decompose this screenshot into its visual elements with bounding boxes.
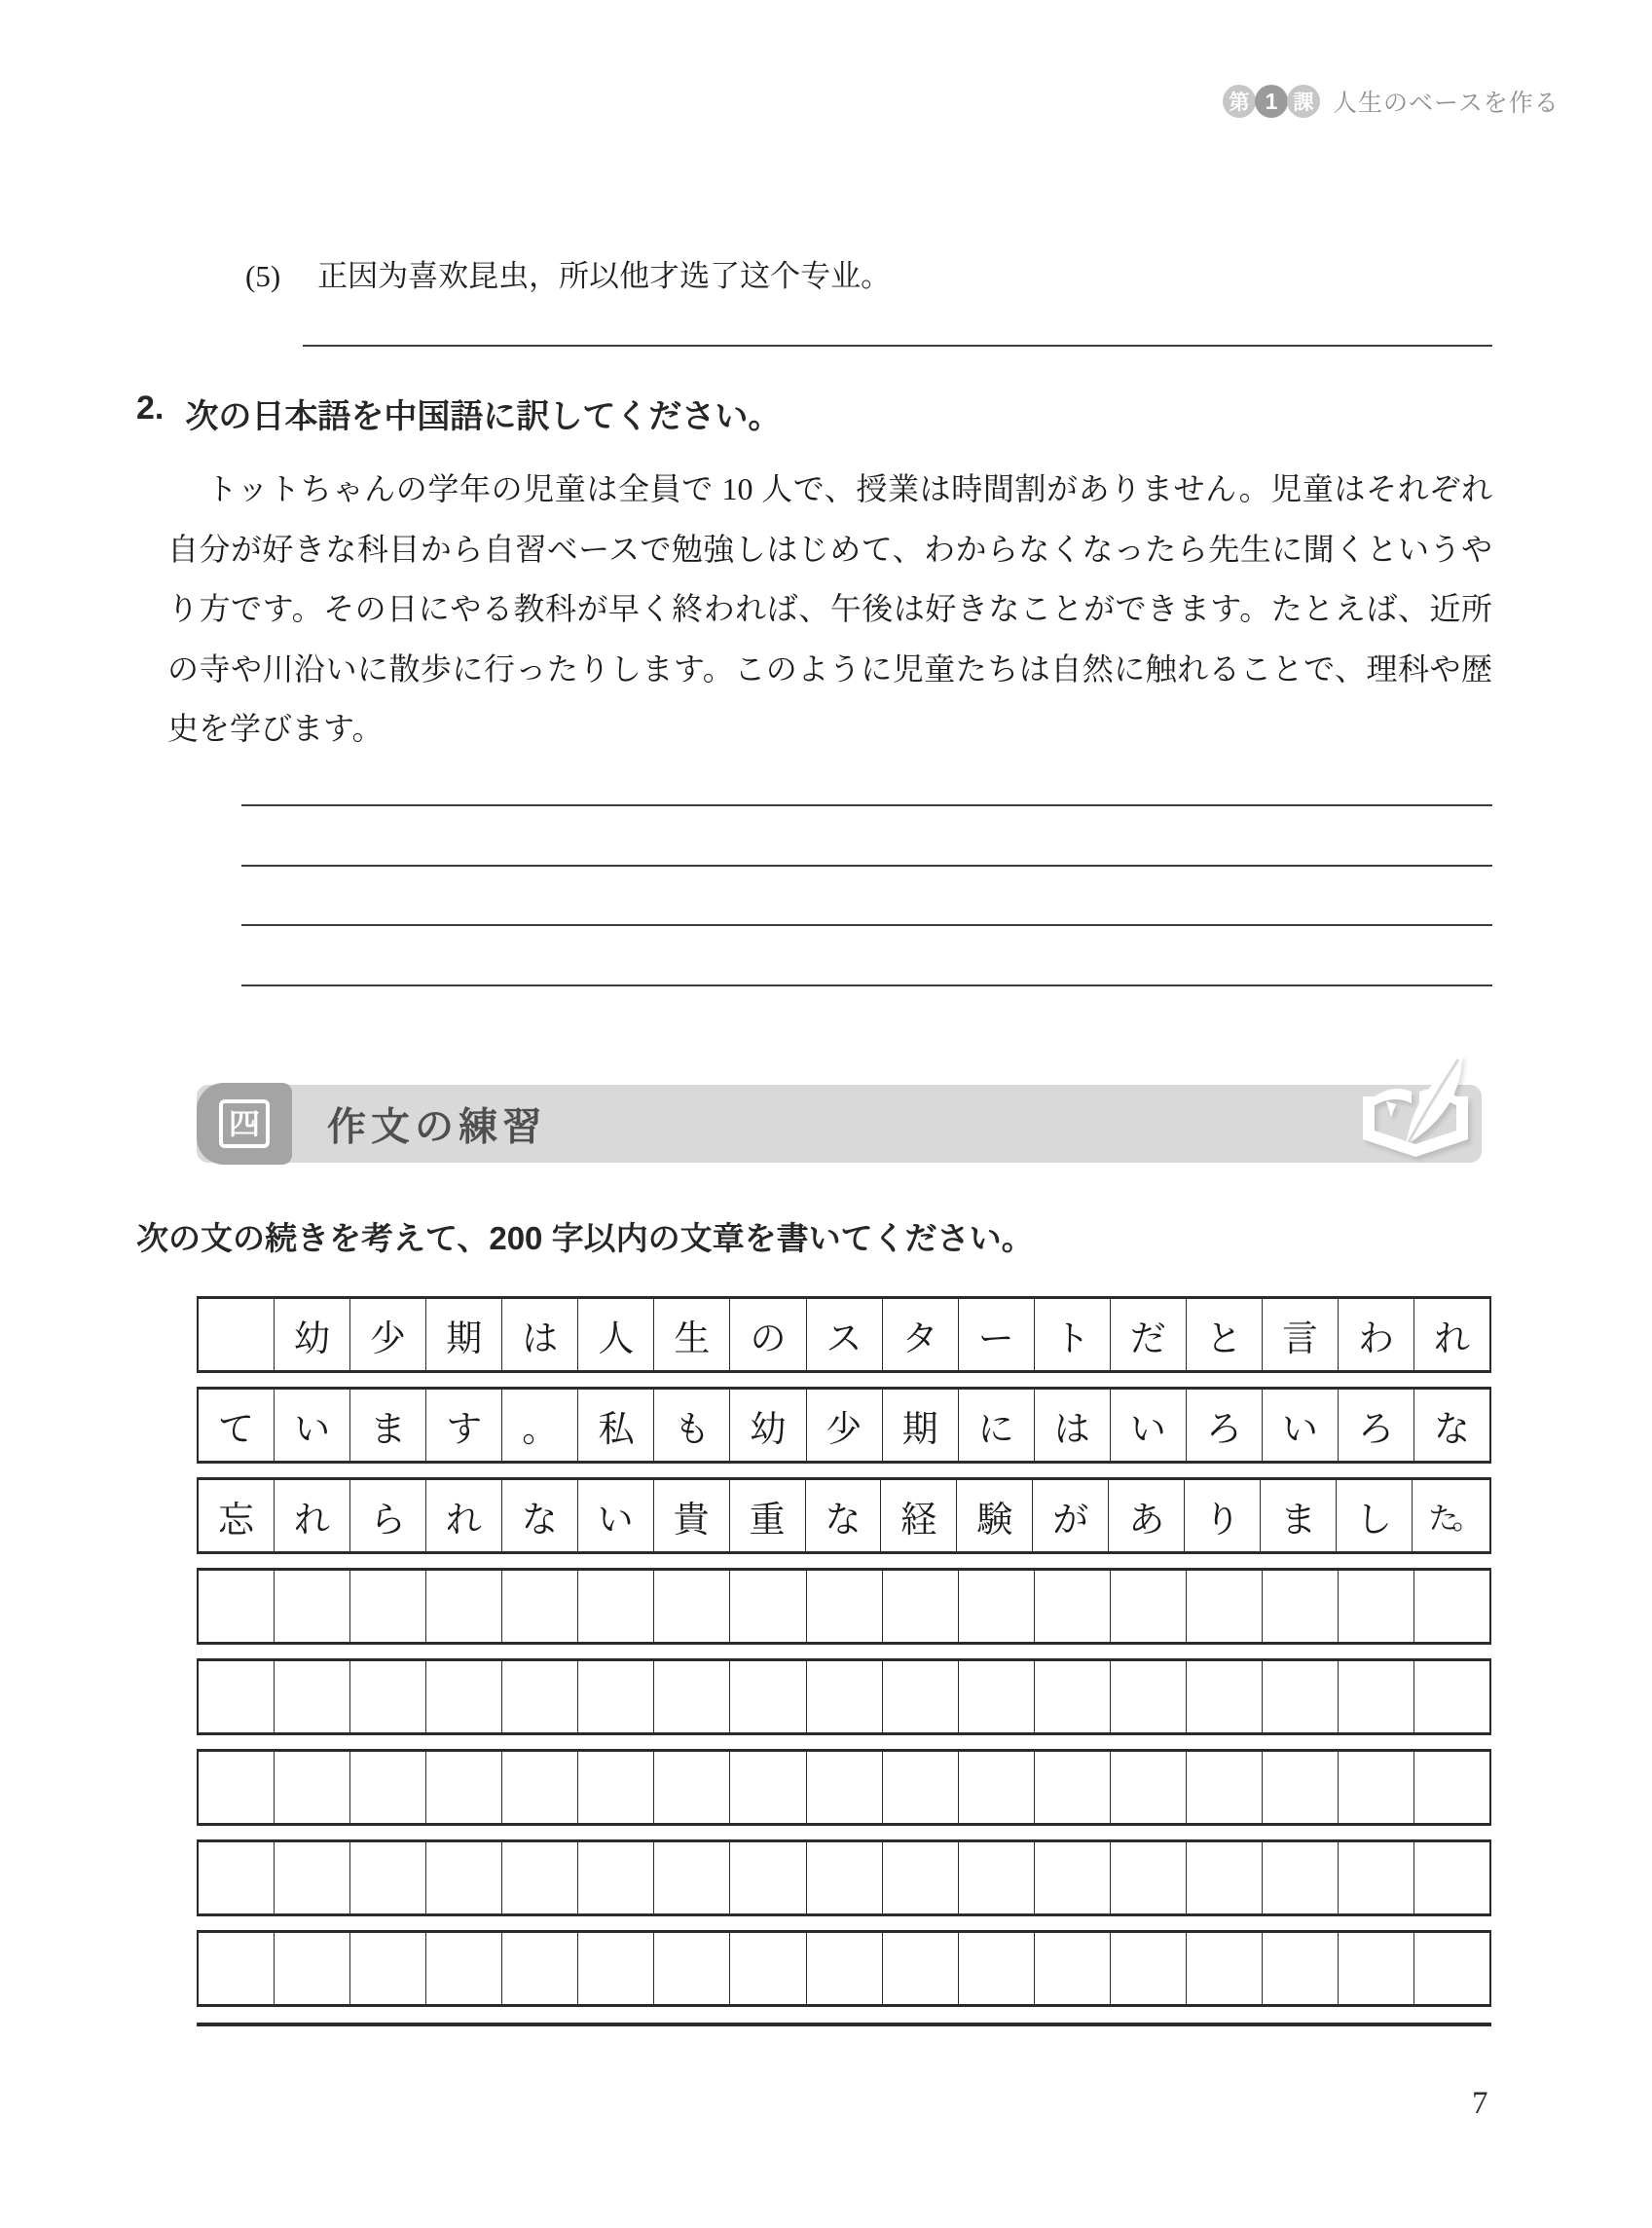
grid-cell (883, 1571, 959, 1642)
grid-cell (959, 1842, 1035, 1913)
grid-cell (1263, 1752, 1339, 1823)
grid-cell (1187, 1933, 1263, 2004)
grid-cell (730, 1752, 806, 1823)
section-4-title: 作文の練習 (327, 1105, 546, 1149)
grid-cell (426, 1933, 502, 2004)
grid-cell (199, 1842, 275, 1913)
grid-cell: の (730, 1299, 806, 1370)
grid-cell: ろ (1339, 1390, 1414, 1461)
grid-cell (883, 1842, 959, 1913)
section-4-tab-label: 四 (219, 1099, 270, 1148)
grid-cell (199, 1752, 275, 1823)
grid-cell (883, 1661, 959, 1732)
grid-cell (959, 1752, 1035, 1823)
grid-cell (654, 1842, 730, 1913)
grid-cell (578, 1571, 654, 1642)
grid-cell (199, 1933, 275, 2004)
composition-instruction: 次の文の続きを考えて、200 字以内の文章を書いてください。 (136, 1220, 1034, 1256)
grid-cell (1414, 1661, 1489, 1732)
grid-cell: 少 (807, 1390, 883, 1461)
grid-cell (350, 1933, 426, 2004)
grid-cell: と (1187, 1299, 1263, 1370)
page-number: 7 (1472, 2086, 1488, 2121)
grid-cell (1035, 1571, 1111, 1642)
grid-cell (578, 1752, 654, 1823)
grid-cell (578, 1842, 654, 1913)
grid-row (197, 1296, 1491, 1373)
grid-cell: て (199, 1390, 275, 1461)
grid-row (197, 1839, 1491, 1916)
lesson-number-badge (1223, 85, 1319, 118)
grid-cell: わ (1339, 1299, 1414, 1370)
grid-cell (350, 1661, 426, 1732)
grid-cell (1339, 1842, 1414, 1913)
grid-cell (275, 1571, 350, 1642)
grid-cell: だ (1111, 1299, 1187, 1370)
grid-cell: は (1035, 1390, 1111, 1461)
grid-cell: い (275, 1390, 350, 1461)
grid-cell: 経 (881, 1480, 957, 1551)
grid-cell: れ (426, 1480, 502, 1551)
grid-cell (1263, 1571, 1339, 1642)
grid-cell (654, 1933, 730, 2004)
grid-cell (1414, 1752, 1489, 1823)
grid-cell (502, 1571, 578, 1642)
grid-cell: 私 (578, 1390, 654, 1461)
grid-cell (1339, 1571, 1414, 1642)
grid-cell (578, 1661, 654, 1732)
grid-cell: れ (275, 1480, 350, 1551)
grid-cell: ま (350, 1390, 426, 1461)
grid-cell: 生 (654, 1299, 730, 1370)
grid-cell (426, 1842, 502, 1913)
grid-cell (275, 1752, 350, 1823)
answer-line (241, 984, 1492, 986)
grid-cell (1111, 1752, 1187, 1823)
grid-cell (883, 1752, 959, 1823)
grid-cell (1339, 1933, 1414, 2004)
grid-cell: は (502, 1299, 578, 1370)
grid-cell: あ (1109, 1480, 1185, 1551)
grid-cell (1187, 1571, 1263, 1642)
grid-cell (1187, 1842, 1263, 1913)
grid-cell: 期 (883, 1390, 959, 1461)
grid-cell (275, 1933, 350, 2004)
grid-row (197, 1387, 1491, 1464)
grid-cell: り (1185, 1480, 1261, 1551)
grid-cell: 忘 (199, 1480, 275, 1551)
grid-cell (502, 1661, 578, 1732)
grid-cell (426, 1661, 502, 1732)
grid-cell (1339, 1752, 1414, 1823)
grid-cell (807, 1842, 883, 1913)
grid-cell (1035, 1661, 1111, 1732)
grid-cell (199, 1571, 275, 1642)
grid-row (197, 1749, 1491, 1826)
section-2-number: 2. (136, 390, 165, 427)
grid-cell (959, 1661, 1035, 1732)
grid-cell (350, 1571, 426, 1642)
grid-cell (959, 1933, 1035, 2004)
grid-cell (654, 1752, 730, 1823)
grid-cell (807, 1752, 883, 1823)
grid-cell (502, 1933, 578, 2004)
grid-cell (350, 1842, 426, 1913)
grid-cell (1111, 1571, 1187, 1642)
grid-cell: 幼 (275, 1299, 350, 1370)
grid-cell: ス (807, 1299, 883, 1370)
grid-cell: に (959, 1390, 1035, 1461)
paragraph-line: 史を学びます。 (167, 711, 384, 746)
grid-cell: 言 (1263, 1299, 1339, 1370)
paragraph-line: トットちゃんの学年の児童は全員で 10 人で、授業は時間割がありません。児童はそれぞれ (206, 471, 1492, 506)
grid-row (197, 1658, 1491, 1735)
grid-cell (1414, 1933, 1489, 2004)
grid-cell (1187, 1661, 1263, 1732)
grid-cell (199, 1661, 275, 1732)
grid-cell (350, 1752, 426, 1823)
grid-cell: 期 (426, 1299, 502, 1370)
grid-cell: 重 (730, 1480, 806, 1551)
grid-cell (1414, 1571, 1489, 1642)
grid-cell (1187, 1752, 1263, 1823)
grid-cell (426, 1571, 502, 1642)
grid-cell (730, 1661, 806, 1732)
grid-cell: 貴 (654, 1480, 730, 1551)
grid-cell: い (1263, 1390, 1339, 1461)
grid-cell (807, 1661, 883, 1732)
grid-cell (1035, 1752, 1111, 1823)
grid-cell: い (578, 1480, 654, 1551)
grid-cell (1263, 1933, 1339, 2004)
paragraph-line: り方です。その日にやる教科が早く終われば、午後は好きなことができます。たとえば、近所 (167, 591, 1492, 626)
grid-cell (502, 1752, 578, 1823)
grid-cell (426, 1752, 502, 1823)
grid-cell: も (654, 1390, 730, 1461)
grid-cell (275, 1842, 350, 1913)
grid-cell (502, 1842, 578, 1913)
answer-line (303, 345, 1492, 347)
item-text: 正因为喜欢昆虫，所以他才选了这个专业。 (317, 259, 892, 293)
grid-cell: い (1111, 1390, 1187, 1461)
paragraph-line: の寺や川沿いに散歩に行ったりします。このように児童たちは自然に触れることで、理科や歴 (167, 650, 1492, 687)
grid-cell: 験 (957, 1480, 1033, 1551)
lesson-badge-circle: 課 (1287, 85, 1320, 118)
section-end-rule (197, 2023, 1491, 2026)
grid-cell: 少 (350, 1299, 426, 1370)
grid-cell (1263, 1661, 1339, 1732)
grid-cell (1111, 1661, 1187, 1732)
grid-cell: す (426, 1390, 502, 1461)
section-4-tab (197, 1083, 292, 1165)
grid-cell: 人 (578, 1299, 654, 1370)
grid-cell: が (1033, 1480, 1109, 1551)
grid-cell (1111, 1842, 1187, 1913)
grid-cell: 。 (502, 1390, 578, 1461)
lesson-title: 人生のベースを作る (1333, 90, 1560, 117)
grid-cell (1414, 1842, 1489, 1913)
grid-cell (199, 1299, 275, 1370)
grid-cell: ろ (1187, 1390, 1263, 1461)
grid-cell (959, 1571, 1035, 1642)
grid-row (197, 1930, 1491, 2007)
answer-line (241, 865, 1492, 867)
source-paragraph (167, 460, 1492, 760)
page-header (1223, 84, 1560, 119)
grid-cell: ら (350, 1480, 426, 1551)
grid-cell: れ (1434, 1318, 1471, 1359)
grid-cell (807, 1933, 883, 2004)
grid-cell: タ (883, 1299, 959, 1370)
grid-cell (275, 1661, 350, 1732)
grid-cell: 幼 (730, 1390, 806, 1461)
section-2-title: 次の日本語を中国語に訳してください。 (185, 398, 782, 435)
grid-cell (654, 1661, 730, 1732)
grid-cell: な (806, 1480, 882, 1551)
section-2-heading (136, 390, 781, 437)
grid-cell (1111, 1933, 1187, 2004)
grid-cell: し (1337, 1480, 1413, 1551)
grid-cell (1263, 1842, 1339, 1913)
grid-cell: な (1434, 1409, 1471, 1450)
lesson-badge-circle: 1 (1255, 85, 1288, 118)
grid-row (197, 1568, 1491, 1645)
grid-cell (1339, 1661, 1414, 1732)
grid-cell (730, 1933, 806, 2004)
grid-cell (578, 1933, 654, 2004)
translation-item-5 (245, 251, 891, 295)
grid-cell: ト (1035, 1299, 1111, 1370)
grid-cell (1035, 1933, 1111, 2004)
paragraph-line: 自分が好きな科目から自習ベースで勉強しはじめて、わからなくなったら先生に聞くというや (167, 531, 1492, 567)
grid-cell (730, 1571, 806, 1642)
grid-cell (883, 1933, 959, 2004)
grid-cell: ー (959, 1299, 1035, 1370)
lesson-badge-circle: 第 (1223, 85, 1256, 118)
grid-cell: な (502, 1480, 578, 1551)
grid-cell: た。 (1428, 1502, 1476, 1536)
grid-cell (807, 1571, 883, 1642)
grid-cell: ま (1261, 1480, 1337, 1551)
book-quill-icon (1347, 1048, 1484, 1165)
answer-line (241, 924, 1492, 926)
item-number: (5) (245, 259, 281, 293)
answer-line (241, 804, 1492, 806)
grid-cell (1035, 1842, 1111, 1913)
section-4-banner (197, 1085, 1482, 1163)
manuscript-grid (197, 1296, 1491, 2021)
grid-cell (654, 1571, 730, 1642)
grid-cell (730, 1842, 806, 1913)
grid-row (197, 1477, 1491, 1554)
